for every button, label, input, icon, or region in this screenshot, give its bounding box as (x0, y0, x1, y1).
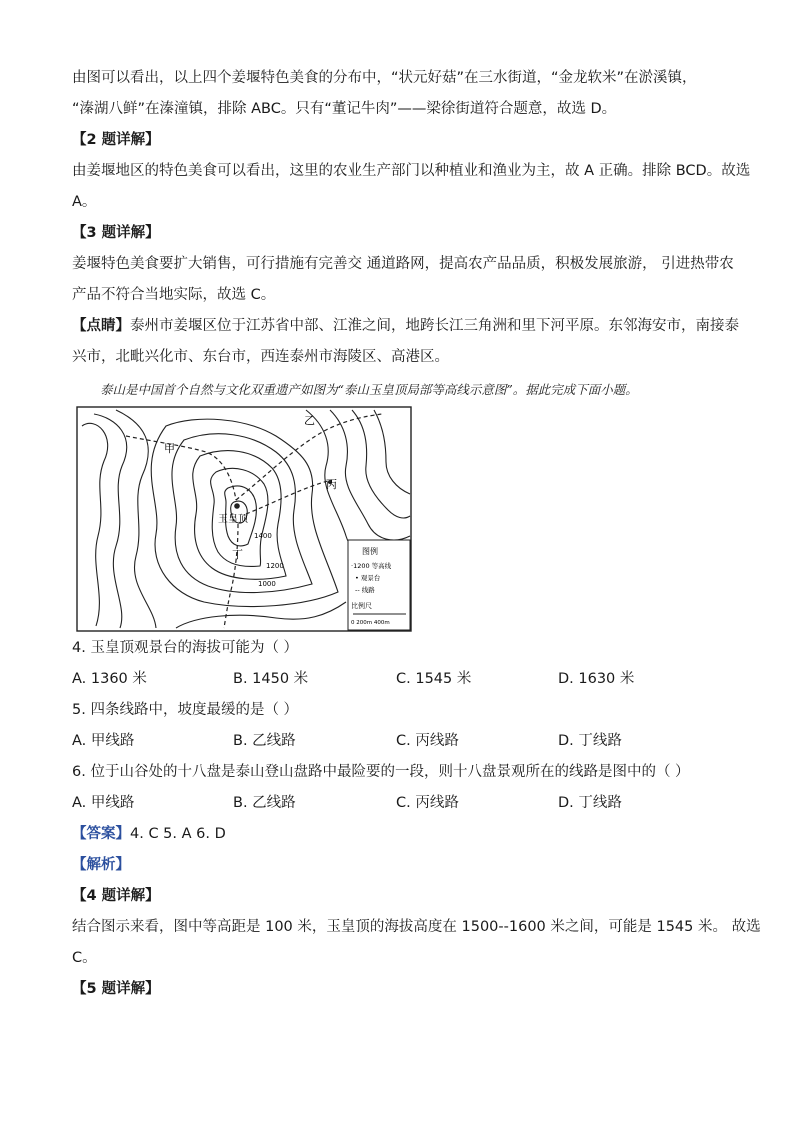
label-bing: 丙 (326, 478, 337, 491)
q6-option-d: D. 丁线路 (558, 795, 622, 811)
q4-explanation-line1: 结合图示来看，图中等高距是 100 米，玉皇顶的海拔高度在 1500--1600 米之间，可能是 1545 米。 故选 (72, 919, 761, 935)
legend-scale: 0 200m 400m (351, 620, 390, 626)
answer-text: 4. C 5. A 6. D (130, 826, 226, 842)
peak-platform-dot (234, 503, 240, 509)
q4-detail-heading: 【4 题详解】 (72, 888, 160, 904)
q4-explanation-line2: C。 (72, 950, 97, 966)
label-yi: 乙 (304, 414, 315, 427)
legend-title: 图例 (362, 547, 378, 556)
tip-tag: 【点睛】 (72, 318, 130, 334)
q5-stem: 5. 四条线路中，坡度最缓的是（ ） (72, 702, 299, 718)
q1-explanation-line2: “溱湖八鲜”在溱潼镇，排除 ABC。只有“董记牛肉”——梁徐街道符合题意，故选 D。 (72, 101, 617, 117)
figure-caption: 泰山是中国首个自然与文化双重遗产如图为“泰山玉皇顶局部等高线示意图”。据此完成下面小题。 (100, 382, 638, 397)
q3-explanation-line2: 产品不符合当地实际，故选 C。 (72, 287, 276, 303)
q1-explanation-line1: 由图可以看出，以上四个姜堰特色美食的分布中，“状元好菇”在三水街道，“金龙软米”在淤溪镇， (72, 70, 697, 86)
q5-detail-heading: 【5 题详解】 (72, 981, 160, 997)
q3-detail-heading: 【3 题详解】 (72, 225, 160, 241)
legend-scale-title: 比例尺 (351, 602, 372, 610)
q2-explanation-line2: A。 (72, 194, 97, 210)
q6-option-a: A. 甲线路 (72, 795, 135, 811)
answer-line (72, 824, 732, 844)
q4-option-d: D. 1630 米 (558, 671, 635, 687)
label-contour-1400: 1400 (254, 532, 272, 540)
q5-option-d: D. 丁线路 (558, 733, 622, 749)
label-ding: 丁 (232, 548, 243, 561)
q4-option-b: B. 1450 米 (233, 671, 309, 687)
legend-platform: • 观景台 (355, 574, 381, 582)
q4-option-a: A. 1360 米 (72, 671, 147, 687)
legend-box (348, 540, 410, 630)
q5-option-a: A. 甲线路 (72, 733, 135, 749)
label-contour-1000: 1000 (258, 580, 276, 588)
answer-tag: 【答案】 (72, 826, 130, 842)
q6-stem: 6. 位于山谷处的十八盘是泰山登山盘路中最险要的一段，则十八盘景观所在的线路是图中的（ ） (72, 764, 690, 780)
q6-option-b: B. 乙线路 (233, 795, 296, 811)
map-legend (348, 540, 410, 630)
tip-text-line1: 泰州市姜堰区位于江苏省中部、江淮之间，地跨长江三角洲和里下河平原。东邻海安市，南接泰 (130, 318, 739, 334)
tip-line2: 兴市，北毗兴化市、东台市，西连泰州市海陵区、高港区。 (72, 349, 449, 365)
label-jia: 甲 (164, 442, 175, 455)
label-contour-1200: 1200 (266, 562, 284, 570)
q2-explanation-line1: 由姜堰地区的特色美食可以看出，这里的农业生产部门以种植业和渔业为主，故 A 正确。排除 BCD。故选 (72, 163, 751, 179)
legend-route: -- 线路 (355, 586, 375, 594)
q4-option-c: C. 1545 米 (396, 671, 472, 687)
contour-map (76, 406, 412, 632)
q2-detail-heading: 【2 题详解】 (72, 132, 160, 148)
q4-stem: 4. 玉皇顶观景台的海拔可能为（ ） (72, 640, 299, 656)
q6-option-c: C. 丙线路 (396, 795, 459, 811)
legend-contour: ·1200 等高线 (351, 562, 392, 570)
label-peak: 玉皇顶 (218, 514, 248, 525)
tip-line1 (72, 316, 739, 336)
q5-option-c: C. 丙线路 (396, 733, 459, 749)
analysis-heading: 【解析】 (72, 857, 130, 873)
q5-option-b: B. 乙线路 (233, 733, 296, 749)
q3-explanation-line1: 姜堰特色美食要扩大销售，可行措施有完善交 通道路网，提高农产品品质，积极发展旅游， 引进热带农 (72, 256, 734, 272)
